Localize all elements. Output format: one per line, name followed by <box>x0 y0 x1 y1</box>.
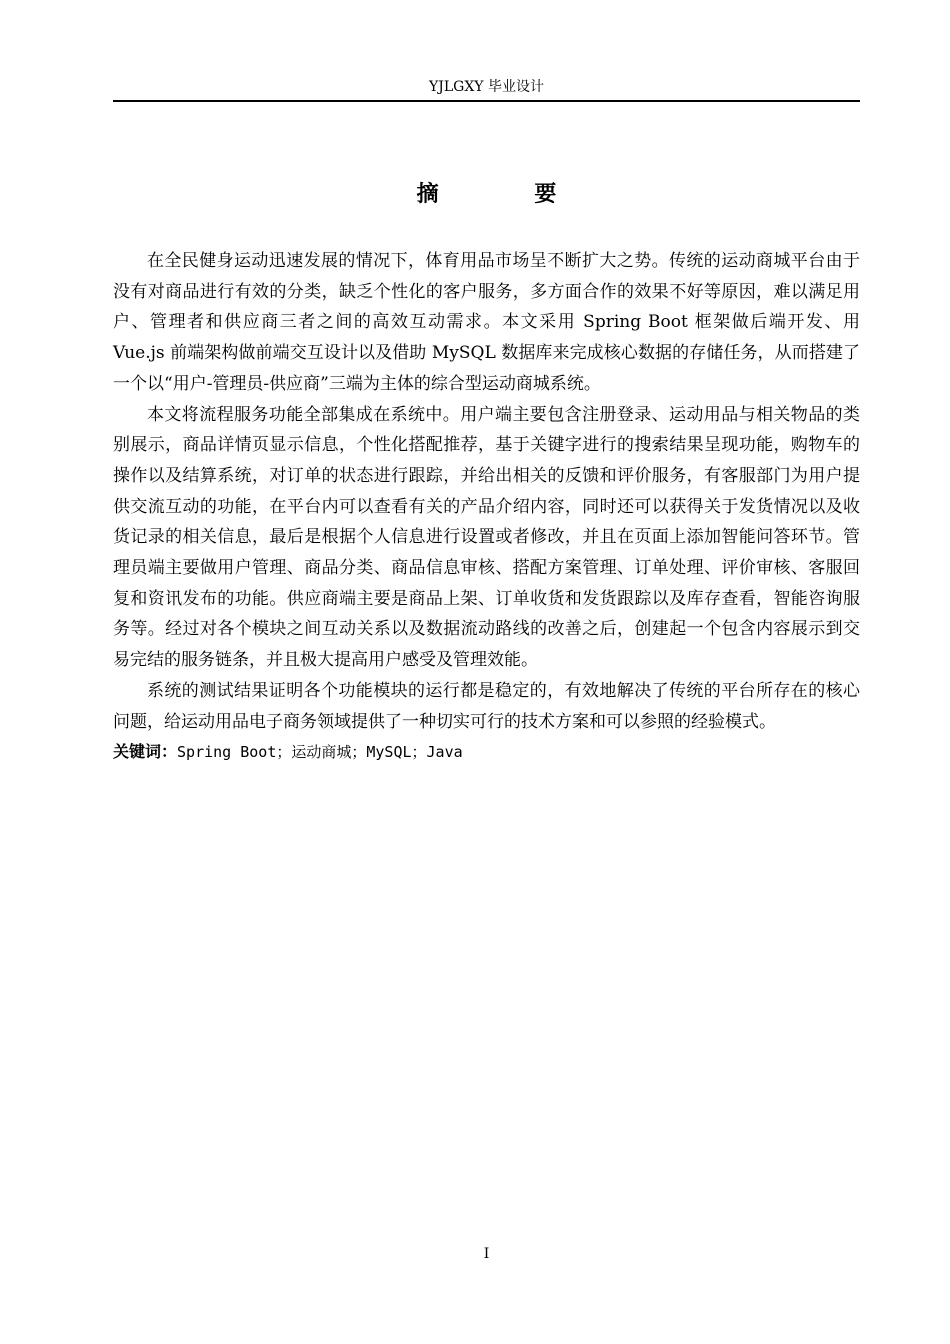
keywords-line <box>113 737 860 767</box>
abstract-title: 摘 要 <box>416 181 601 207</box>
running-header: YJLGXY 毕业设计 <box>113 76 860 102</box>
abstract-paragraph-2: 本文将流程服务功能全部集成在系统中。用户端主要包含注册登录、运动用品与相关物品的类别展示，商品详情页显示信息，个性化搭配推荐，基于关键字进行的搜索结果呈现功能，购物车的操作以及结算系统，对订单的状态进行跟踪，并给出相关的反馈和评价服务，有客服部门为用户提供交流互动的功能，在平台内可以查看有关的产品介绍内容，同时还可以获得关于发货情况以及收货记录的相关信息，最后是根据个人信息进行设置或者修改，并且在页面上添加智能问答环节。管理员端主要做用户管理、商品分类、商品信息审核、搭配方案管理、订单处理、评价审核、客服回复和资讯发布的功能。供应商端主要是商品上架、订单收货和发货跟踪以及库存查看，智能咨询服务等。经过对各个模块之间互动关系以及数据流动路线的改善之后，创建起一个包含内容展示到交易完结的服务链条，并且极大提高用户感受及管理效能。 <box>113 404 860 671</box>
abstract-paragraph-3: 系统的测试结果证明各个功能模块的运行都是稳定的，有效地解决了传统的平台所存在的核心问题，给运动用品电子商务领域提供了一种切实可行的技术方案和可以参照的经验模式。 <box>113 680 860 732</box>
keywords-value: Spring Boot；运动商城；MySQL；Java <box>177 743 463 762</box>
abstract-paragraph-1: 在全民健身运动迅速发展的情况下，体育用品市场呈不断扩大之势。传统的运动商城平台由于没有对商品进行有效的分类，缺乏个性化的客户服务，多方面合作的效果不好等原因，难以满足用户、管理者和供应商三者之间的高效互动需求。本文采用 Spring Boot 框架做后端开发、用 Vue.js 前端架构做前端交互设计以及借助 MySQL 数据库来完成核心数据的存储任务，从而搭建了一个以“用户-管理员-供应商”三端为主体的综合型运动商城系统。 <box>113 251 860 394</box>
abstract-body <box>113 246 860 767</box>
keywords-label: 关键词： <box>113 742 178 762</box>
page-number: I <box>483 1246 490 1262</box>
